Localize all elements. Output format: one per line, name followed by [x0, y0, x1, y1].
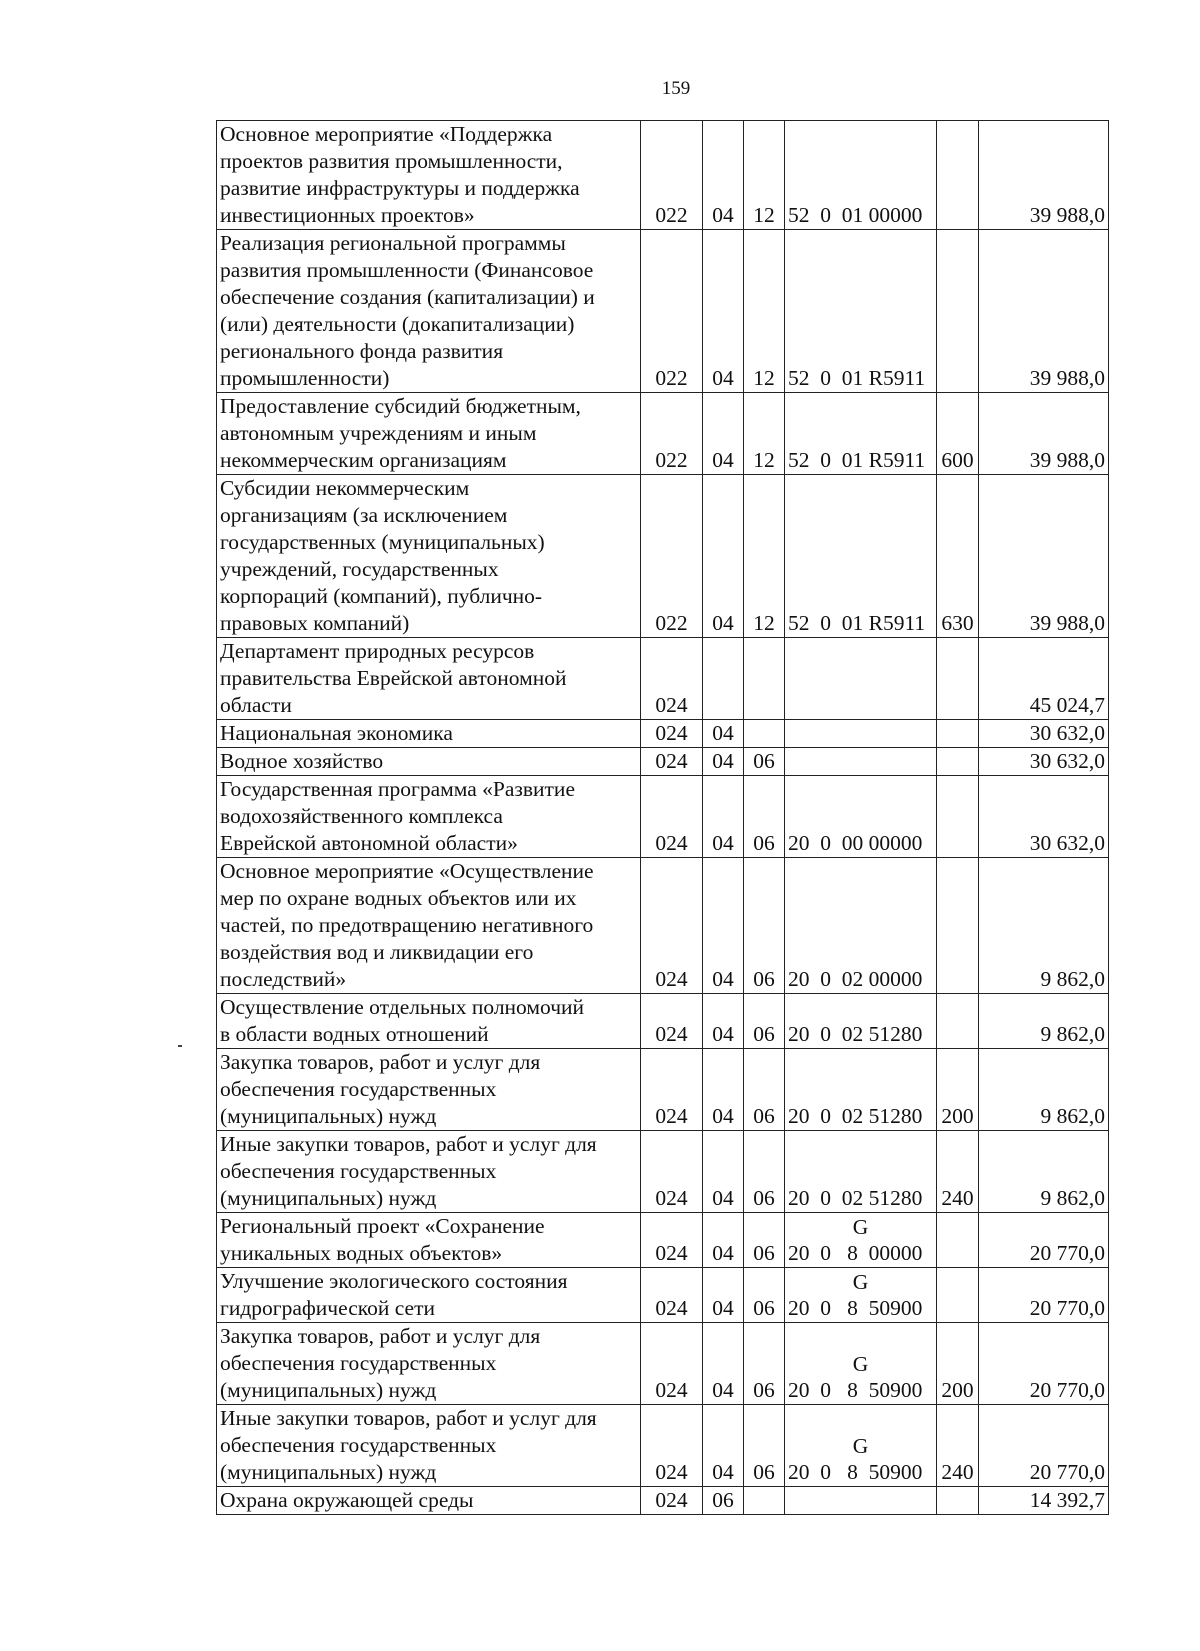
cell-section: 04 — [703, 720, 744, 748]
cell-name: Осуществление отдельных полномочий в области водных отношений — [217, 994, 641, 1049]
cell-section: 04 — [703, 1405, 744, 1487]
cell-ministry: 022 — [641, 475, 703, 638]
cell-subsection: 06 — [744, 1131, 785, 1213]
table-row — [217, 1323, 1109, 1405]
cell-target-article — [785, 1131, 937, 1213]
cell-name: Реализация региональной программы развития промышленности (Финансовое обеспечение создания (капитализации) и (или) деятельности (докапитализации) регионального фонда развития промышленности) — [217, 230, 641, 393]
target-article-code: 20 0 02 51280 — [788, 1186, 923, 1210]
table-row — [217, 1049, 1109, 1131]
cell-subsection: 06 — [744, 1049, 785, 1131]
cell-section: 04 — [703, 858, 744, 994]
cell-section: 04 — [703, 1049, 744, 1131]
cell-target-article — [785, 475, 937, 638]
target-article-code: 20 0 02 51280 — [788, 1022, 923, 1046]
page-number-text: 159 — [661, 78, 691, 99]
table-row — [217, 1131, 1109, 1213]
target-article-code: 20 0 02 51280 — [788, 1104, 923, 1128]
cell-subsection: 06 — [744, 1323, 785, 1405]
cell-amount: 30 632,0 — [979, 776, 1109, 858]
cell-subsection: 06 — [744, 994, 785, 1049]
cell-section: 04 — [703, 1131, 744, 1213]
cell-amount: 45 024,7 — [979, 638, 1109, 720]
cell-expense-type — [937, 858, 979, 994]
cell-expense-type — [937, 748, 979, 776]
cell-ministry: 024 — [641, 1213, 703, 1268]
cell-expense-type — [937, 121, 979, 230]
cell-subsection — [744, 1487, 785, 1515]
budget-table — [216, 120, 1109, 1515]
cell-subsection: 06 — [744, 1405, 785, 1487]
cell-ministry: 024 — [641, 1268, 703, 1323]
table-row — [217, 230, 1109, 393]
cell-amount: 20 770,0 — [979, 1323, 1109, 1405]
cell-amount: 9 862,0 — [979, 858, 1109, 994]
cell-target-article — [785, 720, 937, 748]
cell-subsection: 06 — [744, 776, 785, 858]
cell-ministry: 024 — [641, 1323, 703, 1405]
cell-name: Охрана окружающей среды — [217, 1487, 641, 1515]
target-article-project-letter: G — [852, 1434, 869, 1458]
cell-target-article — [785, 776, 937, 858]
cell-name: Департамент природных ресурсов правительства Еврейской автономной области — [217, 638, 641, 720]
cell-name: Иные закупки товаров, работ и услуг для обеспечения государственных (муниципальных) нужд — [217, 1405, 641, 1487]
cell-amount: 30 632,0 — [979, 748, 1109, 776]
cell-expense-type — [937, 1213, 979, 1268]
cell-section: 04 — [703, 230, 744, 393]
cell-amount: 20 770,0 — [979, 1213, 1109, 1268]
cell-target-article — [785, 1323, 937, 1405]
cell-amount: 39 988,0 — [979, 121, 1109, 230]
cell-ministry: 022 — [641, 393, 703, 475]
cell-amount: 39 988,0 — [979, 475, 1109, 638]
cell-subsection: 06 — [744, 1268, 785, 1323]
budget-table-body — [217, 121, 1109, 1515]
cell-amount: 39 988,0 — [979, 393, 1109, 475]
cell-target-article — [785, 1213, 937, 1268]
cell-name: Закупка товаров, работ и услуг для обеспечения государственных (муниципальных) нужд — [217, 1049, 641, 1131]
cell-name: Региональный проект «Сохранение уникальных водных объектов» — [217, 1213, 641, 1268]
target-article-project-letter: G — [852, 1215, 869, 1239]
table-row — [217, 121, 1109, 230]
cell-expense-type: 600 — [937, 393, 979, 475]
cell-subsection: 12 — [744, 393, 785, 475]
cell-subsection: 12 — [744, 121, 785, 230]
target-article-code: 52 0 01 R5911 — [788, 366, 926, 390]
cell-expense-type: 240 — [937, 1405, 979, 1487]
page-number — [0, 78, 1200, 100]
cell-target-article — [785, 1268, 937, 1323]
cell-expense-type: 200 — [937, 1323, 979, 1405]
cell-name: Основное мероприятие «Осуществление мер по охране водных объектов или их частей, по предотвращению негативного воздействия вод и ликвидации его последствий» — [217, 858, 641, 994]
cell-target-article — [785, 994, 937, 1049]
cell-section: 04 — [703, 776, 744, 858]
cell-target-article — [785, 638, 937, 720]
target-article-code: 20 0 8 50900 — [788, 1296, 923, 1320]
target-article-code: 20 0 8 00000 — [788, 1241, 923, 1265]
table-row — [217, 1213, 1109, 1268]
table-row — [217, 858, 1109, 994]
cell-expense-type: 240 — [937, 1131, 979, 1213]
cell-expense-type — [937, 230, 979, 393]
cell-name: Предоставление субсидий бюджетным, автономным учреждениям и иным некоммерческим организациям — [217, 393, 641, 475]
cell-expense-type — [937, 1268, 979, 1323]
cell-name: Улучшение экологического состояния гидрографической сети — [217, 1268, 641, 1323]
scan-mark — [178, 1045, 182, 1047]
cell-section: 04 — [703, 994, 744, 1049]
cell-name: Субсидии некоммерческим организациям (за исключением государственных (муниципальных) учреждений, государственных корпораций (компаний), публично- правовых компаний) — [217, 475, 641, 638]
cell-section: 04 — [703, 393, 744, 475]
target-article-code: 52 0 01 R5911 — [788, 611, 926, 635]
cell-subsection: 06 — [744, 1213, 785, 1268]
cell-target-article — [785, 1049, 937, 1131]
cell-subsection — [744, 638, 785, 720]
cell-name: Государственная программа «Развитие водохозяйственного комплекса Еврейской автономной области» — [217, 776, 641, 858]
cell-expense-type — [937, 720, 979, 748]
cell-name: Основное мероприятие «Поддержка проектов развития промышленности, развитие инфраструктуры и поддержка инвестиционных проектов» — [217, 121, 641, 230]
cell-expense-type — [937, 638, 979, 720]
table-row — [217, 393, 1109, 475]
cell-name: Закупка товаров, работ и услуг для обеспечения государственных (муниципальных) нужд — [217, 1323, 641, 1405]
table-row — [217, 776, 1109, 858]
cell-ministry: 024 — [641, 720, 703, 748]
cell-subsection — [744, 720, 785, 748]
target-article-project-letter: G — [852, 1352, 869, 1376]
cell-ministry: 024 — [641, 638, 703, 720]
cell-expense-type — [937, 994, 979, 1049]
table-row — [217, 1268, 1109, 1323]
cell-section: 04 — [703, 475, 744, 638]
cell-expense-type — [937, 1487, 979, 1515]
cell-section: 04 — [703, 1323, 744, 1405]
cell-amount: 20 770,0 — [979, 1405, 1109, 1487]
table-row — [217, 748, 1109, 776]
cell-target-article — [785, 748, 937, 776]
cell-subsection: 12 — [744, 230, 785, 393]
target-article-code: 20 0 02 00000 — [788, 967, 923, 991]
cell-subsection: 06 — [744, 748, 785, 776]
cell-amount: 9 862,0 — [979, 1049, 1109, 1131]
cell-target-article — [785, 121, 937, 230]
cell-target-article — [785, 230, 937, 393]
cell-expense-type: 630 — [937, 475, 979, 638]
cell-ministry: 024 — [641, 1405, 703, 1487]
cell-ministry: 024 — [641, 776, 703, 858]
cell-ministry: 024 — [641, 1487, 703, 1515]
cell-subsection: 12 — [744, 475, 785, 638]
cell-ministry: 022 — [641, 230, 703, 393]
table-row — [217, 475, 1109, 638]
cell-section: 06 — [703, 1487, 744, 1515]
cell-target-article — [785, 1405, 937, 1487]
cell-ministry: 024 — [641, 1049, 703, 1131]
table-row — [217, 1487, 1109, 1515]
table-row — [217, 638, 1109, 720]
cell-ministry: 022 — [641, 121, 703, 230]
table-row — [217, 994, 1109, 1049]
cell-amount: 9 862,0 — [979, 994, 1109, 1049]
cell-section: 04 — [703, 1213, 744, 1268]
cell-ministry: 024 — [641, 994, 703, 1049]
target-article-code: 52 0 01 00000 — [788, 203, 923, 227]
cell-name: Иные закупки товаров, работ и услуг для обеспечения государственных (муниципальных) нужд — [217, 1131, 641, 1213]
cell-name: Национальная экономика — [217, 720, 641, 748]
cell-target-article — [785, 393, 937, 475]
cell-name: Водное хозяйство — [217, 748, 641, 776]
cell-amount: 9 862,0 — [979, 1131, 1109, 1213]
cell-expense-type: 200 — [937, 1049, 979, 1131]
target-article-project-letter: G — [852, 1270, 869, 1294]
target-article-code: 20 0 8 50900 — [788, 1378, 923, 1402]
cell-section: 04 — [703, 121, 744, 230]
cell-section — [703, 638, 744, 720]
cell-ministry: 024 — [641, 1131, 703, 1213]
cell-expense-type — [937, 776, 979, 858]
cell-amount: 39 988,0 — [979, 230, 1109, 393]
target-article-code: 52 0 01 R5911 — [788, 448, 926, 472]
cell-amount: 20 770,0 — [979, 1268, 1109, 1323]
table-row — [217, 1405, 1109, 1487]
cell-amount: 14 392,7 — [979, 1487, 1109, 1515]
cell-subsection: 06 — [744, 858, 785, 994]
cell-target-article — [785, 1487, 937, 1515]
target-article-code: 20 0 00 00000 — [788, 831, 923, 855]
cell-amount: 30 632,0 — [979, 720, 1109, 748]
target-article-code: 20 0 8 50900 — [788, 1460, 923, 1484]
table-row — [217, 720, 1109, 748]
cell-ministry: 024 — [641, 858, 703, 994]
cell-ministry: 024 — [641, 748, 703, 776]
cell-section: 04 — [703, 748, 744, 776]
cell-target-article — [785, 858, 937, 994]
cell-section: 04 — [703, 1268, 744, 1323]
